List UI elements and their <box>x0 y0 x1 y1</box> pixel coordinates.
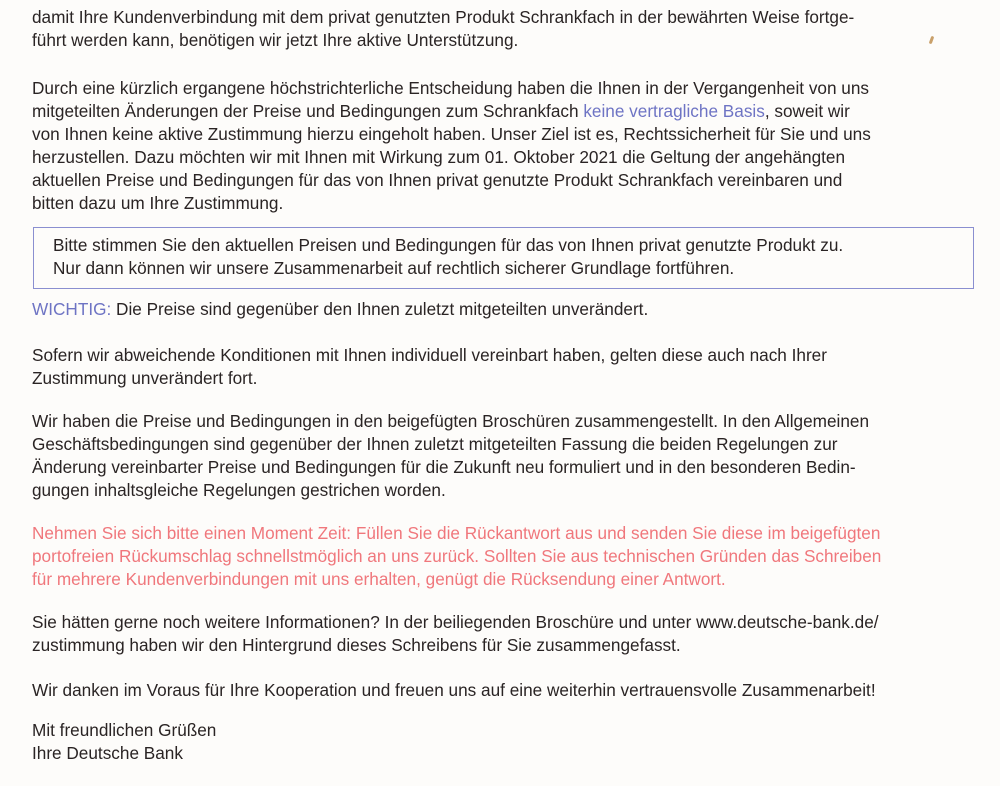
consent-request-box <box>33 227 974 289</box>
ruling-paragraph <box>32 77 871 215</box>
individual-terms-paragraph <box>32 344 827 390</box>
important-text: Die Preise sind gegenüber den Ihnen zuletzt mitgeteilten unverändert. <box>111 299 649 319</box>
text-segment: , soweit wir <box>764 101 850 121</box>
text-line: portofreien Rückumschlag schnellstmöglich an uns zurück. Sollten Sie aus technischen Gründen das Schreiben <box>32 546 882 566</box>
text-segment: mitgeteilten Änderungen der Preise und Bedingungen zum Schrankfach <box>32 101 584 121</box>
text-line: Nur dann können wir unsere Zusammenarbeit auf rechtlich sicherer Grundlage fortführen. <box>53 258 735 278</box>
intro-paragraph <box>32 6 854 52</box>
text-line: Geschäftsbedingungen sind gegenüber der Ihnen zuletzt mitgeteilten Fassung die beiden Regelungen zur <box>32 434 838 454</box>
highlight-no-contractual-basis: keine vertragliche Basis <box>583 101 765 121</box>
text-line: für mehrere Kundenverbindungen mit uns erhalten, genügt die Rücksendung einer Antwort. <box>32 569 726 589</box>
paper-speck <box>929 36 935 45</box>
thanks-paragraph <box>32 679 876 702</box>
text-line: bitten dazu um Ihre Zustimmung. <box>32 193 284 213</box>
text-line: zustimmung haben wir den Hintergrund dieses Schreibens für Sie zusammengefasst. <box>32 635 681 655</box>
closing-signature: Ihre Deutsche Bank <box>32 743 183 763</box>
important-label: WICHTIG: <box>32 299 112 319</box>
important-note <box>32 298 648 321</box>
text-line: Sofern wir abweichende Konditionen mit Ihnen individuell vereinbart haben, gelten diese auch nach Ihrer <box>32 345 827 365</box>
closing-greeting: Mit freundlichen Grüßen <box>32 720 217 740</box>
text-line: Zustimmung unverändert fort. <box>32 368 258 388</box>
closing-block <box>32 719 216 765</box>
more-info-paragraph <box>32 611 879 657</box>
text-line <box>32 298 648 321</box>
brochure-paragraph <box>32 410 869 502</box>
text-line: Bitte stimmen Sie den aktuellen Preisen und Bedingungen für das von Ihnen privat genutzte Produkt zu. <box>53 235 844 255</box>
text-line: aktuellen Preise und Bedingungen für das von Ihnen privat genutzte Produkt Schrankfach vereinbaren und <box>32 170 843 190</box>
text-line: Änderung vereinbarter Preise und Bedingungen für die Zukunft neu formuliert und in den besonderen Bedin- <box>32 457 856 477</box>
text-line: Wir danken im Voraus für Ihre Kooperation und freuen uns auf eine weiterhin vertrauensvolle Zusammenarbeit! <box>32 680 876 700</box>
text-line: Durch eine kürzlich ergangene höchstrichterliche Entscheidung haben die Ihnen in der Vergangenheit von uns <box>32 78 870 98</box>
text-line: gungen inhaltsgleiche Regelungen gestrichen worden. <box>32 480 446 500</box>
text-line: herzustellen. Dazu möchten wir mit Ihnen mit Wirkung zum 01. Oktober 2021 die Geltung der angehängten <box>32 147 846 167</box>
text-line: Nehmen Sie sich bitte einen Moment Zeit: Füllen Sie die Rückantwort aus und senden Sie diese im beigefügten <box>32 523 881 543</box>
text-line <box>32 100 871 123</box>
text-line: von Ihnen keine aktive Zustimmung hierzu eingeholt haben. Unser Ziel ist es, Rechtssicherheit für Sie und uns <box>32 124 871 144</box>
reply-request-paragraph <box>32 522 881 591</box>
text-line: damit Ihre Kundenverbindung mit dem privat genutzten Produkt Schrankfach in der bewährten Weise fortge- <box>32 7 855 27</box>
text-line: führt werden kann, benötigen wir jetzt Ihre aktive Unterstützung. <box>32 30 519 50</box>
text-line: Sie hätten gerne noch weitere Informationen? In der beiliegenden Broschüre und unter www.deutsche-bank.de/ <box>32 612 879 632</box>
text-line: Wir haben die Preise und Bedingungen in den beigefügten Broschüren zusammengestellt. In den Allgemeinen <box>32 411 870 431</box>
